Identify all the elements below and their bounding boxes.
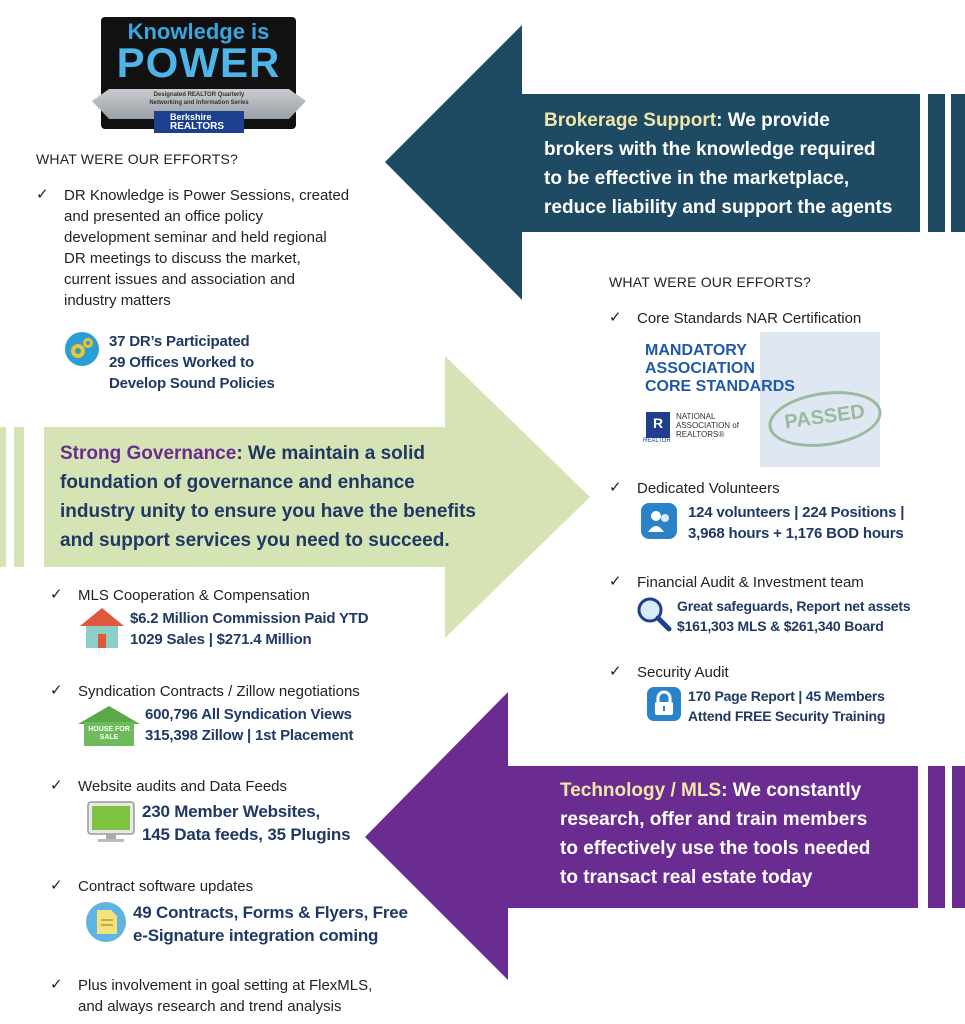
- technology-line: : We constantly: [721, 780, 862, 801]
- plus-involvement-text: [78, 975, 372, 1017]
- contracts-stat-line: e-Signature integration coming: [133, 926, 379, 945]
- logo-ribbon1: Designated REALTOR Quarterly: [153, 92, 245, 98]
- core-standards-title: [645, 342, 795, 396]
- governance-line: : We maintain a solid: [236, 443, 425, 464]
- dr-line: current issues and association and: [64, 271, 295, 288]
- magnifier-icon: [636, 596, 672, 632]
- dr-line: development seminar and held regional: [64, 229, 327, 246]
- core-standards-badge: [640, 332, 885, 474]
- monitor-icon: [86, 800, 136, 844]
- check-icon: ✓: [609, 479, 622, 496]
- logo-brand1: Berkshire: [170, 112, 212, 122]
- logo-line2: POWER: [116, 39, 281, 86]
- syndication-stat-line: 315,398 Zillow | 1st Placement: [145, 727, 354, 744]
- check-icon: ✓: [50, 682, 63, 699]
- check-icon: ✓: [609, 573, 622, 590]
- passed-stamp: PASSED: [765, 384, 885, 453]
- security-stats: [688, 686, 885, 726]
- dr-stats: [109, 331, 275, 394]
- dr-stat-line: 37 DR’s Participated: [109, 333, 250, 350]
- brokerage-keyword: Brokerage Support: [544, 110, 717, 131]
- volunteers-stat-line: 3,968 hours + 1,176 BOD hours: [688, 525, 904, 542]
- lock-icon: [646, 686, 682, 722]
- mls-stat-line: 1029 Sales | $271.4 Million: [130, 631, 312, 648]
- governance-line: industry unity to ensure you have the benefits: [60, 501, 476, 522]
- governance-keyword: Strong Governance: [60, 443, 237, 464]
- nar-text: [676, 412, 739, 439]
- house-icon: [78, 606, 126, 650]
- audit-stat-line: Great safeguards, Report net assets: [677, 598, 911, 614]
- brokerage-line: reduce liability and support the agents: [544, 197, 893, 218]
- badge-line: CORE STANDARDS: [645, 378, 795, 395]
- audit-stats: [677, 596, 910, 636]
- house-for-sale-icon: [76, 704, 142, 748]
- contracts-label: Contract software updates: [78, 878, 254, 895]
- check-icon: ✓: [609, 663, 622, 680]
- dr-line: and presented an office policy: [64, 208, 264, 225]
- audit-label: Financial Audit & Investment team: [637, 574, 864, 591]
- nar-line: ASSOCIATION of: [676, 421, 739, 430]
- badge-line: ASSOCIATION: [645, 360, 755, 377]
- dr-stat-line: Develop Sound Policies: [109, 375, 275, 392]
- dr-sessions-text: [64, 185, 349, 311]
- security-stat-line: 170 Page Report | 45 Members: [688, 688, 885, 704]
- house-sign-text: HOUSE FOR SALE: [88, 726, 130, 741]
- plus-line: and always research and trend analysis: [78, 998, 342, 1015]
- realtor-r-icon: R: [646, 412, 670, 438]
- check-icon: ✓: [609, 309, 622, 326]
- core-standards-label: Core Standards NAR Certification: [637, 310, 862, 327]
- mls-label: MLS Cooperation & Compensation: [78, 587, 310, 604]
- syndication-stat-line: 600,796 All Syndication Views: [145, 706, 352, 723]
- audit-stat-line: $161,303 MLS & $261,340 Board: [677, 618, 884, 634]
- right-efforts-heading: WHAT WERE OUR EFFORTS?: [609, 274, 811, 290]
- badge-line: MANDATORY: [645, 342, 747, 359]
- people-icon: [640, 502, 678, 540]
- check-icon: ✓: [50, 777, 63, 794]
- dr-line: DR meetings to discuss the market,: [64, 250, 301, 267]
- brokerage-text: [544, 106, 892, 222]
- document-icon: [84, 900, 128, 944]
- dr-line: DR Knowledge is Power Sessions, created: [64, 187, 350, 204]
- technology-text: [560, 776, 870, 892]
- contracts-stats: [133, 901, 408, 947]
- technology-keyword: Technology / MLS: [560, 780, 722, 801]
- volunteers-stats: [688, 502, 904, 544]
- security-stat-line: Attend FREE Security Training: [688, 708, 886, 724]
- contracts-stat-line: 49 Contracts, Forms & Flyers, Free: [133, 903, 408, 922]
- volunteers-label: Dedicated Volunteers: [637, 480, 780, 497]
- check-icon: ✓: [50, 877, 63, 894]
- governance-line: foundation of governance and enhance: [60, 472, 415, 493]
- technology-line: to transact real estate today: [560, 867, 813, 888]
- brokerage-line: to be effective in the marketplace,: [544, 168, 850, 189]
- plus-line: Plus involvement in goal setting at FlexMLS,: [78, 977, 373, 994]
- realtor-mark-text: REALTOR: [643, 438, 671, 444]
- check-icon: ✓: [50, 976, 63, 993]
- technology-line: research, offer and train members: [560, 809, 868, 830]
- governance-text: [60, 439, 476, 555]
- websites-stats: [142, 800, 350, 846]
- technology-line: to effectively use the tools needed: [560, 838, 871, 859]
- logo-ribbon2: Networking and Information Series: [149, 100, 249, 106]
- syndication-label: Syndication Contracts / Zillow negotiations: [78, 683, 360, 700]
- knowledge-is-power-logo: [92, 17, 306, 135]
- brokerage-line: : We provide: [716, 110, 830, 131]
- dr-line: industry matters: [64, 292, 171, 309]
- websites-stat-line: 230 Member Websites,: [142, 802, 321, 821]
- websites-label: Website audits and Data Feeds: [78, 778, 288, 795]
- volunteers-stat-line: 124 volunteers | 224 Positions |: [688, 504, 905, 521]
- governance-line: and support services you need to succeed.: [60, 530, 450, 551]
- mls-stats: [130, 608, 368, 650]
- check-icon: ✓: [36, 186, 49, 203]
- left-efforts-heading: WHAT WERE OUR EFFORTS?: [36, 151, 238, 167]
- logo-brand2: REALTORS: [170, 121, 225, 132]
- brokerage-line: brokers with the knowledge required: [544, 139, 876, 160]
- mls-stat-line: $6.2 Million Commission Paid YTD: [130, 610, 369, 627]
- nar-line: REALTORS®: [676, 430, 725, 439]
- nar-line: NATIONAL: [676, 412, 716, 421]
- gears-icon: [64, 331, 100, 367]
- logo-line1: Knowledge is: [127, 19, 270, 44]
- security-label: Security Audit: [637, 664, 729, 681]
- websites-stat-line: 145 Data feeds, 35 Plugins: [142, 825, 351, 844]
- syndication-stats: [145, 704, 353, 746]
- dr-stat-line: 29 Offices Worked to: [109, 354, 254, 371]
- check-icon: ✓: [50, 586, 63, 603]
